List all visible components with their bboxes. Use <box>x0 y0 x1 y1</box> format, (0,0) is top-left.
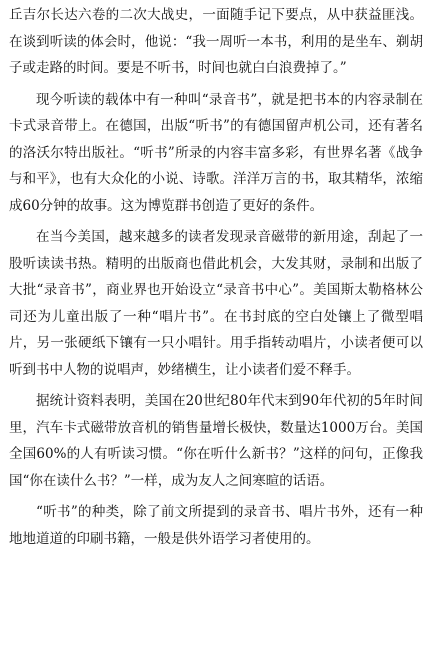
paragraph-4: 据统计资料表明，美国在20世纪80年代末到90年代初的5年时间里，汽车卡式磁带放音机的销售量增长极快，数量达1000万台。美国全国60%的人有听读习惯。“你在听什么新书？”这样的问句，正像我国“你在读什么书？”一样，成为友人之间寒暄的话语。 <box>9 393 423 489</box>
paragraph-5: “听书”的种类，除了前文所提到的录音书、唱片书外，还有一种地地道道的印刷书籍，一般是供外语学习者使用的。 <box>9 504 423 547</box>
paragraph-2: 现今听读的载体中有一种叫“录音书”，就是把书本的内容录制在卡式录音带上。在德国，出版“听书”的有德国留声机公司，还有著名的洛沃尔特出版社。“听书”所录的内容丰富多彩，有世界名著《战争与和平》，也有大众化的小说、诗歌。洋洋万言的书，取其精华，浓缩成60分钟的故事。这为博览群书创造了更好的条件。 <box>9 91 423 214</box>
paragraph-1: 丘吉尔长达六卷的二次大战史，一面随手记下要点，从中获益匪浅。在谈到听读的体会时，他说：“我一周听一本书，利用的是坐车、剃胡子或走路的时间。要是不听书，时间也就白白浪费掉了。” <box>9 7 423 76</box>
text-column <box>9 2 423 552</box>
paragraph-3: 在当今美国，越来越多的读者发现录音磁带的新用途，刮起了一股听读读书热。精明的出版商也借此机会，大发其财，录制和出版了大批“录音书”，商业界也开始设立“录音书中心”。美国斯太勒格林公司还为儿童出版了一种“唱片书”。在书封底的空白处镶上了微型唱片，另一张硬纸下镶有一只小唱针。用手指转动唱片，小读者便可以听到书中人物的说唱声，妙绪横生，让小读者们爱不释手。 <box>9 229 423 378</box>
